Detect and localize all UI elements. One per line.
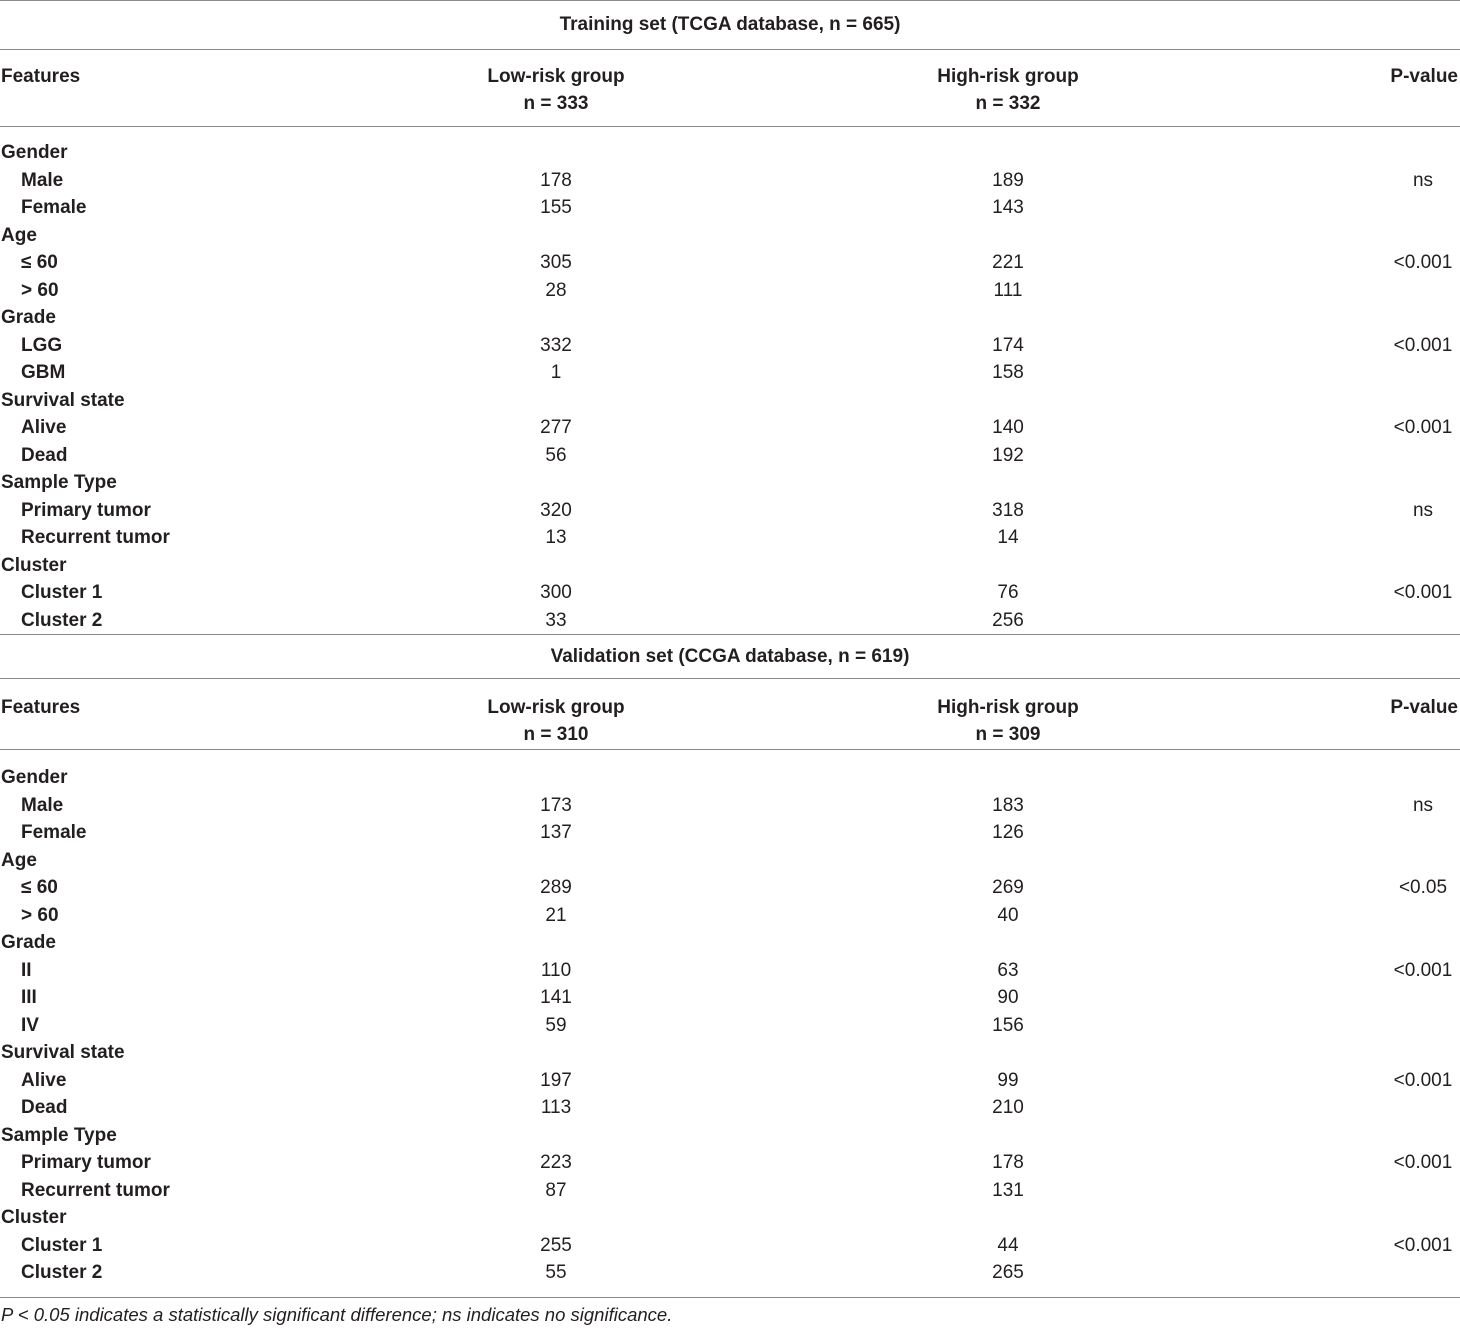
table-row xyxy=(0,1259,1460,1287)
low-risk-count: 33 xyxy=(545,609,567,631)
validation-section-title: Validation set (CCGA database, n = 619) xyxy=(550,646,910,667)
table-row xyxy=(0,1012,1460,1040)
table-row xyxy=(0,139,1460,167)
training-header-features: Features xyxy=(1,66,81,87)
feature-subcategory: II xyxy=(21,959,32,981)
table-row xyxy=(0,819,1460,847)
feature-subcategory: Cluster 2 xyxy=(21,609,103,631)
feature-subcategory: Male xyxy=(21,169,64,191)
p-value: <0.001 xyxy=(1393,1234,1453,1256)
training-header-low-risk xyxy=(406,63,706,117)
feature-subcategory: ≤ 60 xyxy=(21,877,58,898)
high-risk-count: 90 xyxy=(997,987,1019,1008)
table-row xyxy=(0,847,1460,875)
table-row xyxy=(0,249,1460,277)
table-row xyxy=(0,524,1460,552)
table-row xyxy=(0,874,1460,902)
training-header-low-risk-label: Low-risk group xyxy=(487,66,625,87)
low-risk-count: 13 xyxy=(545,527,567,548)
table-row xyxy=(0,552,1460,580)
table-row xyxy=(0,167,1460,195)
table-row xyxy=(0,1204,1460,1232)
table-row xyxy=(0,277,1460,305)
low-risk-count: 56 xyxy=(545,444,567,466)
high-risk-count: 143 xyxy=(992,197,1024,218)
high-risk-count: 256 xyxy=(992,609,1024,631)
p-value: <0.001 xyxy=(1393,417,1453,438)
high-risk-count: 140 xyxy=(992,417,1024,438)
low-risk-count: 223 xyxy=(540,1152,572,1173)
feature-category: Survival state xyxy=(1,1042,125,1063)
validation-header-features: Features xyxy=(1,697,81,718)
high-risk-count: 265 xyxy=(992,1262,1024,1283)
feature-subcategory: > 60 xyxy=(21,904,59,926)
p-value: <0.001 xyxy=(1393,252,1453,273)
feature-category: Gender xyxy=(1,767,68,788)
low-risk-count: 277 xyxy=(540,417,572,438)
feature-category: Survival state xyxy=(1,389,125,411)
table-row xyxy=(0,579,1460,607)
high-risk-count: 221 xyxy=(992,252,1024,273)
feature-subcategory: ≤ 60 xyxy=(21,252,58,273)
feature-subcategory: Dead xyxy=(21,444,68,466)
feature-subcategory: Cluster 1 xyxy=(21,582,103,603)
table-row xyxy=(0,1094,1460,1122)
low-risk-count: 110 xyxy=(540,959,572,981)
feature-subcategory: > 60 xyxy=(21,279,59,301)
low-risk-count: 87 xyxy=(545,1179,567,1201)
low-risk-count: 173 xyxy=(540,794,572,816)
high-risk-count: 210 xyxy=(992,1097,1024,1118)
feature-subcategory: IV xyxy=(21,1014,39,1036)
validation-header-low-risk xyxy=(406,694,706,748)
low-risk-count: 305 xyxy=(540,252,572,273)
training-header-low-risk-n: n = 333 xyxy=(523,93,589,114)
high-risk-count: 76 xyxy=(997,582,1019,603)
table-row xyxy=(0,1122,1460,1150)
table-row xyxy=(0,764,1460,792)
low-risk-count: 28 xyxy=(545,279,567,301)
feature-category: Cluster xyxy=(1,1207,67,1228)
low-risk-count: 178 xyxy=(540,169,572,191)
table-row xyxy=(0,607,1460,635)
validation-header-high-risk xyxy=(858,694,1158,748)
low-risk-count: 1 xyxy=(550,362,562,383)
table-row xyxy=(0,469,1460,497)
validation-header-low-risk-label: Low-risk group xyxy=(487,697,625,718)
validation-header-row xyxy=(0,679,1460,749)
feature-subcategory: Cluster 2 xyxy=(21,1262,103,1283)
table-row xyxy=(0,359,1460,387)
p-value: <0.001 xyxy=(1393,959,1453,981)
p-value: ns xyxy=(1412,794,1434,816)
feature-subcategory: Alive xyxy=(21,1069,67,1091)
table-row xyxy=(0,497,1460,525)
feature-category: Sample Type xyxy=(1,472,117,493)
training-header-pvalue: P-value xyxy=(1390,66,1458,87)
table-row xyxy=(0,984,1460,1012)
high-risk-count: 131 xyxy=(992,1179,1024,1201)
table-row xyxy=(0,194,1460,222)
validation-header-high-risk-n: n = 309 xyxy=(975,724,1041,745)
p-value: ns xyxy=(1412,499,1434,521)
low-risk-count: 300 xyxy=(540,582,572,603)
feature-category: Grade xyxy=(1,307,56,328)
low-risk-count: 255 xyxy=(540,1234,572,1256)
high-risk-count: 192 xyxy=(992,444,1024,466)
bottom-rule xyxy=(0,1297,1460,1298)
table-row xyxy=(0,387,1460,415)
high-risk-count: 156 xyxy=(992,1014,1024,1036)
table-row xyxy=(0,304,1460,332)
training-header-row xyxy=(0,50,1460,126)
low-risk-count: 113 xyxy=(540,1097,572,1118)
low-risk-count: 141 xyxy=(540,987,572,1008)
feature-category: Age xyxy=(1,224,37,246)
high-risk-count: 189 xyxy=(992,169,1024,191)
p-value: <0.05 xyxy=(1398,877,1448,898)
feature-subcategory: Cluster 1 xyxy=(21,1234,103,1256)
low-risk-count: 320 xyxy=(540,499,572,521)
feature-subcategory: Female xyxy=(21,197,87,218)
table-row xyxy=(0,1232,1460,1260)
validation-header-pvalue: P-value xyxy=(1390,697,1458,718)
high-risk-count: 99 xyxy=(997,1069,1019,1091)
table-row xyxy=(0,1039,1460,1067)
feature-subcategory: Dead xyxy=(21,1097,68,1118)
p-value: <0.001 xyxy=(1393,1152,1453,1173)
table-footnote: P < 0.05 indicates a statistically significant difference; ns indicates no significance. xyxy=(1,1304,673,1325)
low-risk-count: 155 xyxy=(540,197,572,218)
feature-subcategory: LGG xyxy=(21,334,63,356)
table-row xyxy=(0,222,1460,250)
feature-subcategory: III xyxy=(21,987,37,1008)
feature-subcategory: Alive xyxy=(21,417,67,438)
feature-category: Gender xyxy=(1,142,68,163)
high-risk-count: 269 xyxy=(992,877,1024,898)
table-row xyxy=(0,1067,1460,1095)
table-row xyxy=(0,1149,1460,1177)
high-risk-count: 44 xyxy=(997,1234,1019,1256)
high-risk-count: 40 xyxy=(997,904,1019,926)
table-row xyxy=(0,414,1460,442)
low-risk-count: 21 xyxy=(545,904,567,926)
feature-subcategory: GBM xyxy=(21,362,66,383)
table-row xyxy=(0,902,1460,930)
low-risk-count: 55 xyxy=(545,1262,567,1283)
feature-subcategory: Primary tumor xyxy=(21,499,151,521)
high-risk-count: 183 xyxy=(992,794,1024,816)
high-risk-count: 318 xyxy=(992,499,1024,521)
table-row xyxy=(0,1177,1460,1205)
feature-subcategory: Recurrent tumor xyxy=(21,1179,170,1201)
table-row xyxy=(0,957,1460,985)
p-value: <0.001 xyxy=(1393,582,1453,603)
table-row xyxy=(0,442,1460,470)
training-header-high-risk-n: n = 332 xyxy=(975,93,1041,114)
validation-header-low-risk-n: n = 310 xyxy=(523,724,589,745)
training-body xyxy=(0,127,1460,634)
high-risk-count: 174 xyxy=(992,334,1024,356)
validation-body xyxy=(0,750,1460,1297)
high-risk-count: 14 xyxy=(997,527,1019,548)
feature-subcategory: Recurrent tumor xyxy=(21,527,170,548)
feature-subcategory: Female xyxy=(21,822,87,843)
feature-subcategory: Male xyxy=(21,794,64,816)
p-value: ns xyxy=(1412,169,1434,191)
low-risk-count: 59 xyxy=(545,1014,567,1036)
table-row xyxy=(0,929,1460,957)
validation-header-high-risk-label: High-risk group xyxy=(937,697,1079,718)
table-row xyxy=(0,792,1460,820)
feature-subcategory: Primary tumor xyxy=(21,1152,151,1173)
training-header-high-risk xyxy=(858,63,1158,117)
low-risk-count: 137 xyxy=(540,822,572,843)
high-risk-count: 63 xyxy=(997,959,1019,981)
table-row xyxy=(0,332,1460,360)
high-risk-count: 178 xyxy=(992,1152,1024,1173)
high-risk-count: 158 xyxy=(992,362,1024,383)
low-risk-count: 289 xyxy=(540,877,572,898)
high-risk-count: 126 xyxy=(992,822,1024,843)
training-section-title: Training set (TCGA database, n = 665) xyxy=(559,14,901,35)
training-header-high-risk-label: High-risk group xyxy=(937,66,1079,87)
feature-category: Age xyxy=(1,849,37,871)
feature-category: Sample Type xyxy=(1,1124,117,1146)
p-value: <0.001 xyxy=(1393,1069,1453,1091)
high-risk-count: 111 xyxy=(993,279,1023,301)
p-value: <0.001 xyxy=(1393,334,1453,356)
feature-category: Cluster xyxy=(1,554,67,576)
low-risk-count: 332 xyxy=(540,334,572,356)
low-risk-count: 197 xyxy=(540,1069,572,1091)
feature-category: Grade xyxy=(1,932,56,953)
